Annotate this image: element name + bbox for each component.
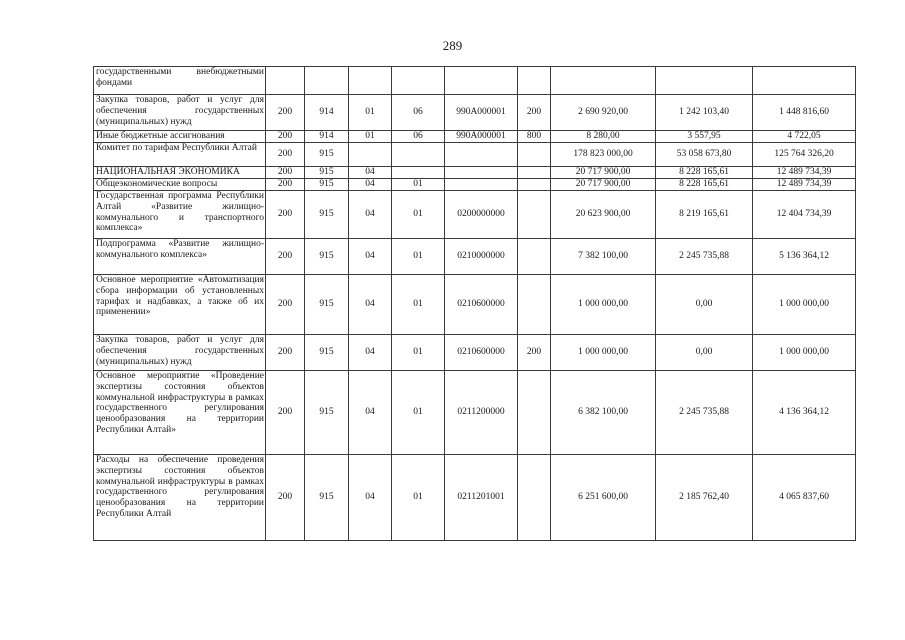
target-article-cell: 0211201001 [445,455,518,541]
subsection-code-cell: 01 [392,179,445,191]
table-row [94,191,856,239]
budget-table-body [94,67,856,541]
executed-amount-cell: 8 219 165,61 [656,191,753,239]
gov-code-cell: 200 [266,95,305,131]
target-article-cell: 990А000001 [445,95,518,131]
executed-amount-cell: 8 228 165,61 [656,179,753,191]
planned-amount-cell: 8 280,00 [551,131,656,143]
target-article-cell [445,179,518,191]
planned-amount-cell: 7 382 100,00 [551,239,656,275]
executed-amount-cell: 2 245 735,88 [656,239,753,275]
ministry-code-cell: 915 [305,335,349,371]
table-row [94,167,856,179]
table-row [94,131,856,143]
remaining-amount-cell: 4 136 364,12 [753,371,856,455]
remaining-amount-cell: 12 404 734,39 [753,191,856,239]
row-name-cell: Общеэкономические вопросы [94,179,266,191]
expense-type-cell: 200 [518,95,551,131]
subsection-code-cell [392,143,445,167]
subsection-code-cell: 01 [392,191,445,239]
row-name-cell: Основное мероприятие «Автоматизация сбора информации об установленных тарифах и надбавках, а также об их применении» [94,275,266,335]
row-name-cell: Комитет по тарифам Республики Алтай [94,143,266,167]
subsection-code-cell: 06 [392,131,445,143]
section-code-cell: 04 [349,455,392,541]
section-code-cell: 04 [349,167,392,179]
planned-amount-cell: 20 623 900,00 [551,191,656,239]
expense-type-cell [518,455,551,541]
table-row [94,239,856,275]
gov-code-cell: 200 [266,371,305,455]
row-name-cell: Государственная программа Республики Алтай «Развитие жилищно-коммунального и транспортного комплекса» [94,191,266,239]
section-code-cell: 04 [349,335,392,371]
remaining-amount-cell: 12 489 734,39 [753,167,856,179]
gov-code-cell: 200 [266,179,305,191]
table-row [94,179,856,191]
target-article-cell: 0210000000 [445,239,518,275]
expense-type-cell: 200 [518,335,551,371]
planned-amount-cell [551,67,656,95]
expense-type-cell: 800 [518,131,551,143]
section-code-cell: 04 [349,239,392,275]
ministry-code-cell: 915 [305,275,349,335]
remaining-amount-cell: 1 000 000,00 [753,275,856,335]
ministry-code-cell: 914 [305,95,349,131]
ministry-code-cell [305,67,349,95]
ministry-code-cell: 915 [305,455,349,541]
executed-amount-cell: 0,00 [656,275,753,335]
ministry-code-cell: 915 [305,371,349,455]
subsection-code-cell: 01 [392,371,445,455]
target-article-cell: 0200000000 [445,191,518,239]
target-article-cell: 990А000001 [445,131,518,143]
subsection-code-cell: 01 [392,239,445,275]
target-article-cell: 0211200000 [445,371,518,455]
row-name-cell: Иные бюджетные ассигнования [94,131,266,143]
executed-amount-cell: 8 228 165,61 [656,167,753,179]
planned-amount-cell: 20 717 900,00 [551,167,656,179]
gov-code-cell: 200 [266,143,305,167]
target-article-cell [445,67,518,95]
budget-table [93,66,856,541]
remaining-amount-cell: 12 489 734,39 [753,179,856,191]
row-name-cell: Закупка товаров, работ и услуг для обеспечения государственных (муниципальных) нужд [94,335,266,371]
row-name-cell: Закупка товаров, работ и услуг для обеспечения государственных (муниципальных) нужд [94,95,266,131]
table-row [94,95,856,131]
subsection-code-cell: 01 [392,455,445,541]
executed-amount-cell: 3 557,95 [656,131,753,143]
planned-amount-cell: 6 382 100,00 [551,371,656,455]
expense-type-cell [518,239,551,275]
section-code-cell: 04 [349,179,392,191]
remaining-amount-cell: 4 722,05 [753,131,856,143]
planned-amount-cell: 178 823 000,00 [551,143,656,167]
section-code-cell: 01 [349,131,392,143]
section-code-cell: 01 [349,95,392,131]
gov-code-cell: 200 [266,275,305,335]
expense-type-cell [518,179,551,191]
executed-amount-cell: 53 058 673,80 [656,143,753,167]
remaining-amount-cell: 1 448 816,60 [753,95,856,131]
expense-type-cell [518,371,551,455]
target-article-cell: 0210600000 [445,275,518,335]
gov-code-cell: 200 [266,239,305,275]
planned-amount-cell: 6 251 600,00 [551,455,656,541]
ministry-code-cell: 915 [305,239,349,275]
gov-code-cell: 200 [266,131,305,143]
planned-amount-cell: 20 717 900,00 [551,179,656,191]
row-name-cell: государственными внебюджетными фондами [94,67,266,95]
gov-code-cell: 200 [266,455,305,541]
executed-amount-cell [656,67,753,95]
row-name-cell: Расходы на обеспечение проведения экспертизы состояния объектов коммунальной инфраструктуры в рамках государственного регулирования ценообразования на территории Республики Алтай [94,455,266,541]
planned-amount-cell: 1 000 000,00 [551,275,656,335]
expense-type-cell [518,191,551,239]
remaining-amount-cell: 1 000 000,00 [753,335,856,371]
ministry-code-cell: 915 [305,143,349,167]
section-code-cell [349,67,392,95]
remaining-amount-cell: 5 136 364,12 [753,239,856,275]
executed-amount-cell: 0,00 [656,335,753,371]
expense-type-cell [518,167,551,179]
planned-amount-cell: 2 690 920,00 [551,95,656,131]
executed-amount-cell: 2 245 735,88 [656,371,753,455]
section-code-cell: 04 [349,371,392,455]
row-name-cell: Подпрограмма «Развитие жилищно-коммунального комплекса» [94,239,266,275]
planned-amount-cell: 1 000 000,00 [551,335,656,371]
target-article-cell [445,167,518,179]
remaining-amount-cell [753,67,856,95]
expense-type-cell [518,143,551,167]
subsection-code-cell [392,67,445,95]
page-number: 289 [442,38,463,53]
subsection-code-cell: 06 [392,95,445,131]
executed-amount-cell: 2 185 762,40 [656,455,753,541]
target-article-cell: 0210600000 [445,335,518,371]
row-name-cell: НАЦИОНАЛЬНАЯ ЭКОНОМИКА [94,167,266,179]
table-row [94,455,856,541]
gov-code-cell: 200 [266,167,305,179]
table-row [94,335,856,371]
ministry-code-cell: 915 [305,191,349,239]
gov-code-cell [266,67,305,95]
subsection-code-cell: 01 [392,275,445,335]
table-row [94,143,856,167]
section-code-cell: 04 [349,191,392,239]
expense-type-cell [518,275,551,335]
table-row [94,275,856,335]
subsection-code-cell [392,167,445,179]
section-code-cell: 04 [349,275,392,335]
ministry-code-cell: 915 [305,179,349,191]
remaining-amount-cell: 125 764 326,20 [753,143,856,167]
expense-type-cell [518,67,551,95]
table-row [94,67,856,95]
gov-code-cell: 200 [266,335,305,371]
target-article-cell [445,143,518,167]
ministry-code-cell: 915 [305,167,349,179]
table-row [94,371,856,455]
subsection-code-cell: 01 [392,335,445,371]
gov-code-cell: 200 [266,191,305,239]
remaining-amount-cell: 4 065 837,60 [753,455,856,541]
ministry-code-cell: 914 [305,131,349,143]
row-name-cell: Основное мероприятие «Проведение экспертизы состояния объектов коммунальной инфраструктуры в рамках государственного регулирования ценообразования на территории Республики Алтай» [94,371,266,455]
section-code-cell [349,143,392,167]
executed-amount-cell: 1 242 103,40 [656,95,753,131]
